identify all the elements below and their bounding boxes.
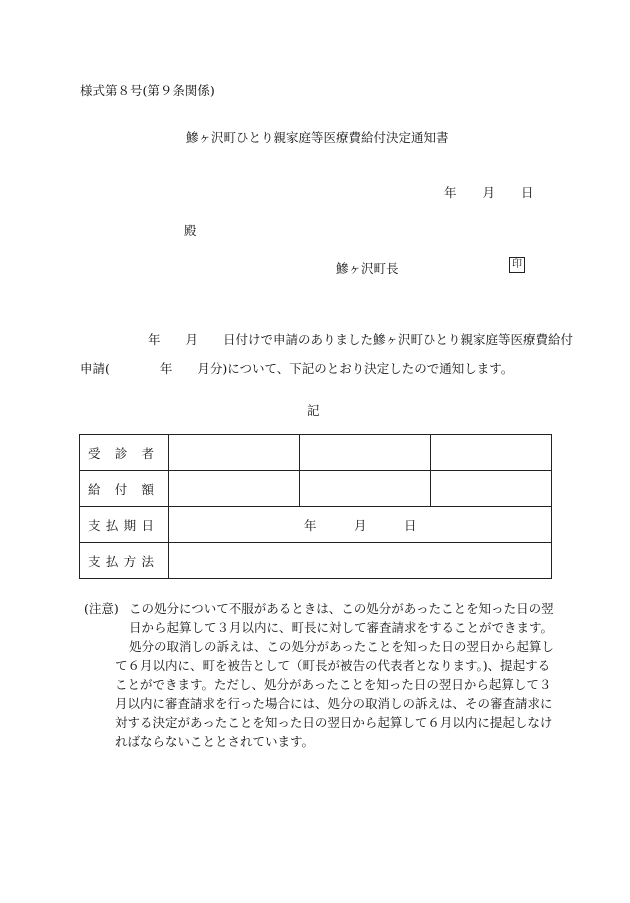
- label-char: 払: [105, 517, 119, 533]
- amount-cell-3[interactable]: [431, 471, 552, 507]
- seal-mark: 印: [509, 257, 525, 273]
- label-char: 診: [114, 445, 128, 461]
- table-row: [80, 543, 552, 579]
- table-row: [80, 507, 552, 543]
- body-line-1-text: 年 月 日付けで申請のありました鰺ヶ沢町ひとり親家庭等医療費給付: [148, 332, 574, 347]
- amount-cell-2[interactable]: [300, 471, 431, 507]
- decision-table: [79, 434, 552, 579]
- label-payment-date: [80, 507, 169, 543]
- addressee-suffix: 殿: [184, 223, 197, 238]
- ki-heading: 記: [307, 403, 320, 418]
- document-title: 鰺ヶ沢町ひとり親家庭等医療費給付決定通知書: [186, 130, 449, 145]
- recipient-cell-1[interactable]: [169, 435, 300, 471]
- label-char: 支: [88, 517, 101, 533]
- recipient-cell-3[interactable]: [431, 435, 552, 471]
- notes-paragraph-1: この処分について不服があるときは、この処分があったことを知った日の翌日から起算して３月以内に、町長に対して審査請求をすることができます。: [129, 601, 554, 635]
- label-char: 期: [123, 517, 137, 533]
- issuer-name: 鰺ヶ沢町長: [336, 261, 399, 276]
- payment-date-cell[interactable]: [169, 507, 552, 543]
- table-row: [80, 435, 552, 471]
- label-char: 日: [141, 517, 154, 533]
- label-recipient: [80, 435, 169, 471]
- notes-paragraph-2: 処分の取消しの訴えは、この処分があったことを知った日の翌日から起算して６月以内に、町を被告として（町長が被告の代表者となります。)、提起することができます。ただし、処分があったことを知った日の翌日から起算して３月以内に審査請求を行った場合には、処分の取消しの訴えは、その審査請求に対する決定があったことを知った日の翌日から起算して６月以内に提起しなければならないこととされています。: [115, 639, 554, 749]
- recipient-cell-2[interactable]: [300, 435, 431, 471]
- label-char: 法: [141, 553, 154, 569]
- form-number: 様式第８号(第９条関係): [80, 83, 215, 98]
- label-char: 払: [105, 553, 119, 569]
- label-char: 付: [114, 481, 128, 497]
- table-row: [80, 471, 552, 507]
- date-month: 月: [482, 185, 496, 200]
- label-char: 額: [141, 481, 154, 497]
- label-payment-method: [80, 543, 169, 579]
- amount-cell-1[interactable]: [169, 471, 300, 507]
- payment-method-cell[interactable]: [169, 543, 552, 579]
- label-char: 方: [123, 553, 137, 569]
- date-day: 日: [521, 185, 534, 200]
- body-line-1: [80, 330, 573, 348]
- notes-section: [84, 599, 554, 751]
- label-char: 者: [141, 445, 154, 461]
- label-char: 受: [88, 445, 101, 461]
- label-char: 給: [88, 481, 101, 497]
- label-amount: [80, 471, 169, 507]
- body-line-2: 申請( 年 月分)について、下記のとおり決定したので通知します。: [80, 361, 514, 376]
- label-char: 支: [88, 553, 101, 569]
- date-line: [444, 183, 534, 201]
- notes-label: (注意): [84, 601, 119, 616]
- date-year: 年: [444, 185, 457, 200]
- payment-date-value: 年 月 日: [304, 517, 417, 533]
